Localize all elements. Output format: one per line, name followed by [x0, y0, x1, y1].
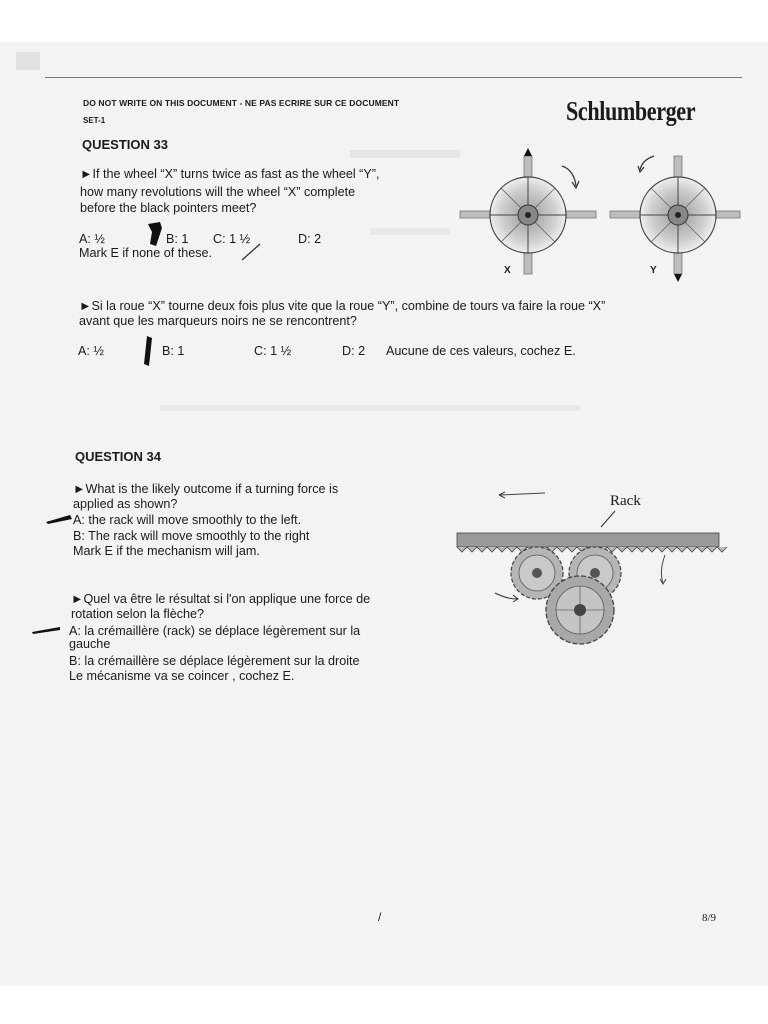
wheel-x-label: X — [504, 265, 511, 276]
q33-en-line-2: how many revolutions will the wheel “X” complete — [80, 185, 356, 199]
header-rule — [45, 77, 742, 78]
q33-fr-option-b: B: 1 — [162, 344, 185, 358]
q33-en-mark-e: Mark E if none of these. — [79, 246, 213, 260]
rotation-arrow-icon — [640, 156, 654, 170]
q33-en-option-c: C: 1 ½ — [213, 232, 251, 246]
q33-en-option-b: B: 1 — [166, 232, 189, 246]
q34-en-mark-e: Mark E if the mechanism will jam. — [73, 544, 260, 558]
handwritten-tick-mark — [238, 240, 268, 264]
scan-artifact — [16, 52, 40, 70]
q34-en-line-2: applied as shown? — [73, 497, 178, 511]
wheels-diagram — [458, 148, 748, 283]
question-34-title: QUESTION 34 — [75, 449, 161, 464]
rack-label: Rack — [610, 493, 641, 509]
handwritten-answer-mark — [140, 220, 180, 250]
q33-en-line-1: ►If the wheel “X” turns twice as fast as the wheel “Y”, — [80, 167, 380, 181]
q34-fr-option-a-line-2: gauche — [69, 637, 111, 651]
q33-fr-option-a: A: ½ — [78, 344, 104, 358]
q34-fr-line-2: rotation selon la flèche? — [71, 607, 205, 621]
q33-en-line-3: before the black pointers meet? — [80, 201, 257, 215]
stray-mark: / — [378, 910, 382, 924]
bleed-through — [160, 405, 580, 411]
q33-en-option-a: A: ½ — [79, 232, 105, 246]
bleed-through — [350, 150, 460, 158]
wheel-y-label: Y — [650, 265, 657, 276]
q34-fr-option-a-line-1: A: la crémaillère (rack) se déplace légèrement sur la — [69, 624, 361, 638]
q34-fr-mark-e: Le mécanisme va se coincer , cochez E. — [69, 669, 295, 683]
no-write-warning: DO NOT WRITE ON THIS DOCUMENT - NE PAS ECRIRE SUR CE DOCUMENT — [83, 98, 400, 108]
rack-icon — [457, 533, 719, 547]
wheel-y-icon — [610, 156, 740, 282]
q34-fr-option-b: B: la crémaillère se déplace légèrement sur la droite — [69, 654, 360, 668]
q33-fr-line-1: ►Si la roue “X” tourne deux fois plus vite que la roue “Y”, combine de tours va faire la roue “X” — [79, 299, 606, 313]
brand-logo: Schlumberger — [566, 96, 696, 126]
q34-en-line-1: ►What is the likely outcome if a turning force is — [73, 482, 339, 496]
handwritten-arrow-mark — [44, 512, 74, 526]
set-label: SET-1 — [83, 116, 106, 125]
gear-icon — [546, 576, 614, 644]
q33-fr-option-d: D: 2 — [342, 344, 366, 358]
q33-fr-line-2: avant que les marqueurs noirs ne se rencontrent? — [79, 314, 357, 328]
q33-fr-none-option: Aucune de ces valeurs, cochez E. — [386, 344, 576, 358]
handwritten-arrow-mark — [30, 622, 64, 636]
q34-fr-line-1: ►Quel va être le résultat si l'on applique une force de — [71, 592, 371, 606]
q34-en-option-a: A: the rack will move smoothly to the left. — [73, 513, 302, 527]
q34-en-option-b: B: The rack will move smoothly to the right — [73, 529, 310, 543]
question-33-title: QUESTION 33 — [82, 137, 168, 152]
rack-gear-diagram — [455, 485, 725, 660]
wheel-x-icon — [460, 148, 596, 274]
page-number: 8/9 — [702, 912, 717, 924]
q33-en-option-d: D: 2 — [298, 232, 322, 246]
rotation-arrow-icon — [562, 166, 576, 186]
handwritten-answer-mark — [140, 334, 156, 370]
bleed-through — [370, 228, 450, 235]
q33-fr-option-c: C: 1 ½ — [254, 344, 292, 358]
